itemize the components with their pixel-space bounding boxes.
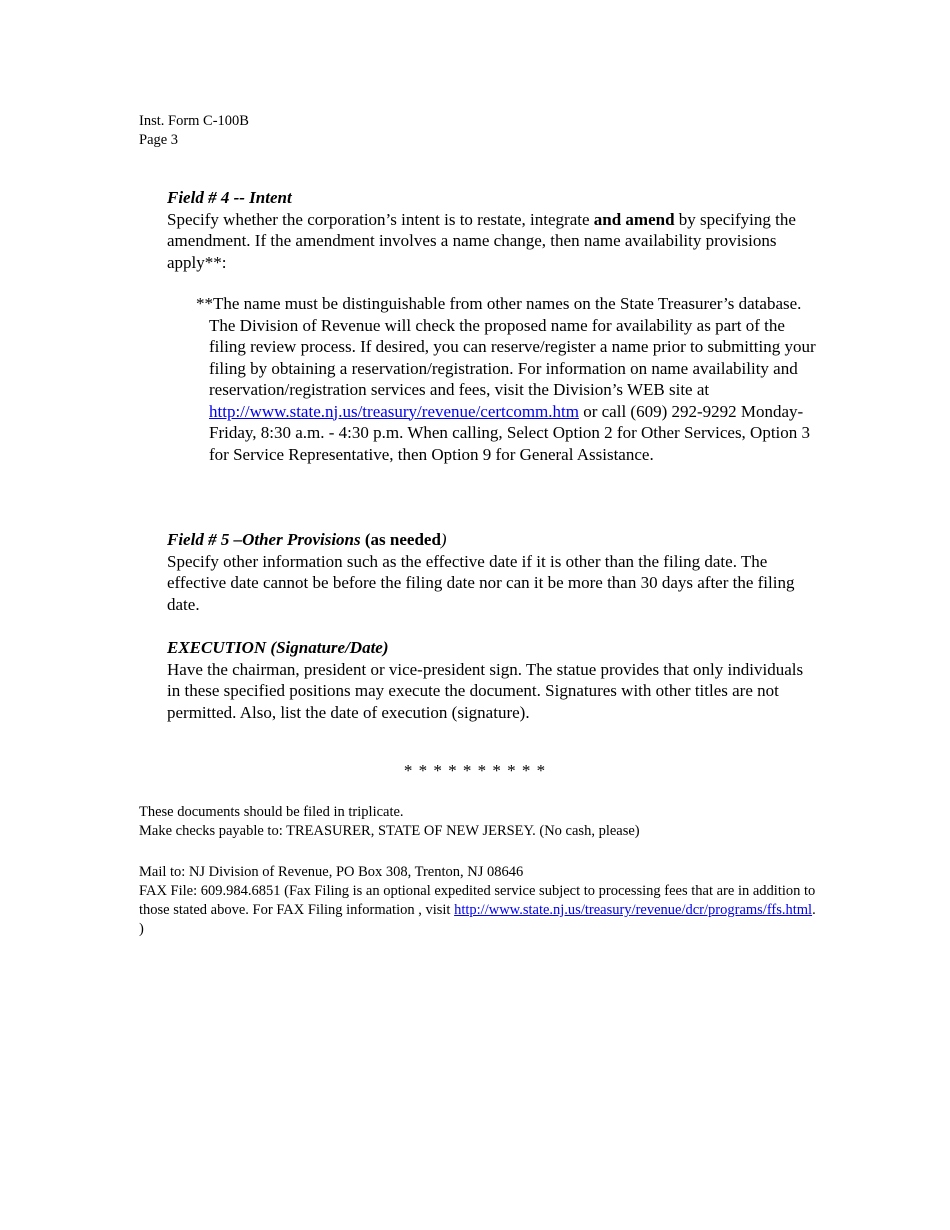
name-availability-note [196,293,816,465]
field-4-text [167,209,817,274]
ffs-link[interactable]: http://www.state.nj.us/treasury/revenue/dcr/programs/ffs.html [454,902,813,918]
field-5-section [167,529,817,615]
execution-text: Have the chairman, president or vice-president sign. The statue provides that only individuals in these specified positions may execute the document. Signatures with other titles are not permitted. Also, list the date of execution (signature). [167,659,804,722]
note-text [196,293,816,465]
field-5-heading [167,529,817,551]
field-5-title-close: ) [440,530,447,549]
field-4-text-before: Specify whether the corporation’s intent is to restate, integrate [167,209,594,229]
note-text-before: **The name must be distinguishable from other names on the State Treasurer’s database. The Division of Revenue will check the proposed name for availability as part of the filing review process. If desired, you can reserve/register a name prior to submitting your filing by obtaining a reservation/registration. For information on name availability and reservation/registration services and fees, visit the Division’s WEB site at [196,294,816,399]
certcomm-link[interactable]: http://www.state.nj.us/treasury/revenue/certcomm.htm [209,401,579,421]
section-divider: * * * * * * * * * * [403,761,547,780]
mail-to-line: Mail to: NJ Division of Revenue, PO Box 308, Trenton, NJ 08646 [139,864,524,880]
page-header [139,112,249,150]
triplicate-line: These documents should be filed in triplicate. [139,804,404,820]
checks-payable-line: Make checks payable to: TREASURER, STATE OF NEW JERSEY. (No cash, please) [139,823,640,839]
note-text-after: or call (609) 292-9292 Monday-Friday, 8:30 a.m. - 4:30 p.m. When calling, Select Option 2 for Other Services, Option 3 for Service Representative, then Option 9 for General Assistance. [209,401,811,464]
fax-text-after: . ) [139,902,816,937]
fax-file-text [139,882,819,939]
field-4-text-after: by specifying the amendment. If the amendment involves a name change, then name availability provisions apply**: [167,209,796,272]
field-4-title: Field # 4 -- Intent [167,188,292,207]
field-5-title-suffix: (as needed [360,530,441,549]
field-5-title: Field # 5 –Other Provisions [167,530,361,549]
field-5-text: Specify other information such as the effective date if it is other than the filing date. The effective date cannot be before the filing date nor can it be more than 30 days after the filing date. [167,551,795,614]
mail-fax-info [139,863,819,939]
filing-instructions [139,803,819,841]
field-4-text-bold: and amend [593,209,675,229]
field-4-section [167,187,817,273]
execution-title: EXECUTION (Signature/Date) [167,638,389,657]
execution-section [167,637,817,723]
form-number: Inst. Form C-100B [139,113,249,129]
fax-text-before: FAX File: 609.984.6851 (Fax Filing is an optional expedited service subject to processing fees that are in addition to those stated above. For FAX Filing information , visit [139,883,816,918]
page-number: Page 3 [139,132,179,148]
